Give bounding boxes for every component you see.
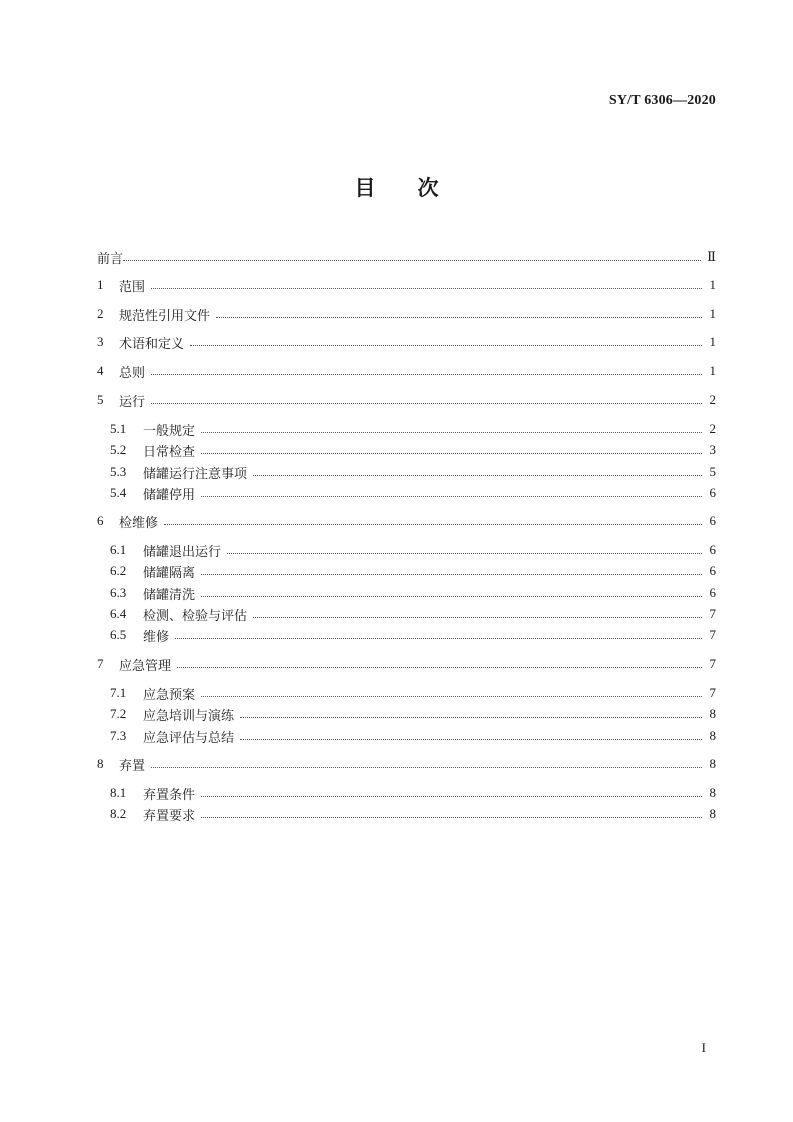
- toc-entry-page: 6: [709, 585, 716, 600]
- toc-entry-page: 6: [709, 563, 716, 578]
- toc-entry-5-2[interactable]: [110, 441, 716, 459]
- page-number: I: [701, 1040, 706, 1055]
- toc-entry-number: 4: [97, 363, 104, 378]
- toc-entry-6-2[interactable]: [110, 562, 716, 580]
- toc-entry-6-3[interactable]: [110, 584, 716, 602]
- toc-entry-page: 7: [709, 685, 716, 700]
- toc-entry-7[interactable]: [97, 655, 716, 673]
- toc-entry-number: 6.5: [110, 627, 127, 642]
- toc-entry-page: 6: [709, 513, 716, 528]
- toc-entry-number: 5.4: [110, 485, 127, 500]
- toc-entry-page: 1: [709, 363, 716, 378]
- toc-leader: [151, 766, 702, 768]
- toc-leader: [201, 452, 702, 454]
- toc-entry-label: 弃置要求: [143, 808, 196, 824]
- toc-leader: [164, 523, 702, 525]
- toc-entry-label: 储罐退出运行: [143, 544, 222, 560]
- toc-entry-page: 6: [709, 485, 716, 500]
- toc-leader: [253, 616, 702, 618]
- toc-leader: [177, 666, 702, 668]
- toc-entry-label: 储罐运行注意事项: [143, 466, 248, 482]
- toc-entry-number: 6: [97, 513, 104, 528]
- toc-entry-page: 8: [709, 706, 716, 721]
- toc-entry-page: 7: [709, 656, 716, 671]
- toc-entry-page: 8: [709, 785, 716, 800]
- toc-leader: [201, 431, 702, 433]
- toc-entry-7-1[interactable]: [110, 684, 716, 702]
- toc-entry-label: 检维修: [119, 515, 159, 531]
- toc-entry-8-1[interactable]: [110, 784, 716, 802]
- toc-entry-label: 储罐停用: [143, 487, 196, 503]
- toc-entry-label: 储罐清洗: [143, 587, 196, 603]
- toc-entry-label: 总则: [119, 365, 146, 381]
- toc-entry-8-2[interactable]: [110, 805, 716, 823]
- toc-entry-number: 2: [97, 306, 104, 321]
- toc-leader: [151, 287, 702, 289]
- toc-entry-number: 7.3: [110, 728, 127, 743]
- toc-entry-page: 2: [709, 421, 716, 436]
- toc-entry-3[interactable]: [97, 333, 716, 351]
- toc-entry-number: 8.2: [110, 806, 127, 821]
- toc-entry-label: 术语和定义: [119, 336, 185, 352]
- toc-leader: [227, 552, 702, 554]
- toc-entry-page: 1: [709, 306, 716, 321]
- toc-entry-label: 日常检查: [143, 444, 196, 460]
- toc-entry-page: 2: [709, 392, 716, 407]
- toc-leader: [201, 795, 702, 797]
- toc-leader: [201, 495, 702, 497]
- toc-leader: [151, 402, 702, 404]
- toc-entry-page: 7: [709, 606, 716, 621]
- toc-entry-label: 范围: [119, 279, 146, 295]
- toc-entry-number: 3: [97, 334, 104, 349]
- toc-leader: [201, 595, 702, 597]
- toc-title-part-1: 目: [354, 176, 376, 200]
- toc-entry-7-3[interactable]: [110, 727, 716, 745]
- toc-entry-page: 5: [709, 464, 716, 479]
- toc-entry-number: 5.1: [110, 421, 127, 436]
- toc-leader: [240, 716, 702, 718]
- toc-entry-number: 7.1: [110, 685, 127, 700]
- toc-entry-number: 6.4: [110, 606, 127, 621]
- toc-leader: [216, 316, 702, 318]
- toc-entry-5[interactable]: [97, 391, 716, 409]
- toc-entry-page: 3: [709, 442, 716, 457]
- toc-entry-label: 应急培训与演练: [143, 708, 235, 724]
- toc-entry-5-4[interactable]: [110, 484, 716, 502]
- toc-leader: [175, 637, 702, 639]
- toc-entry-label: 运行: [119, 394, 146, 410]
- toc-entry-label: 储罐隔离: [143, 565, 196, 581]
- toc-entry-page: 7: [709, 627, 716, 642]
- toc-entry-page: 8: [709, 806, 716, 821]
- toc-entry-number: 1: [97, 277, 104, 292]
- toc-entry-6-5[interactable]: [110, 626, 716, 644]
- toc-entry-page: 1: [709, 277, 716, 292]
- toc-title-part-2: 次: [417, 176, 439, 200]
- toc-leader: [201, 816, 702, 818]
- toc-entry-6[interactable]: [97, 512, 716, 530]
- toc-entry-label: 一般规定: [143, 423, 196, 439]
- toc-entry-number: 5.3: [110, 464, 127, 479]
- toc-entry-6-1[interactable]: [110, 541, 716, 559]
- toc-entry-label: 应急管理: [119, 658, 172, 674]
- toc-entry-label: 维修: [143, 629, 170, 645]
- toc-leader: [201, 573, 702, 575]
- toc-leader: [253, 474, 702, 476]
- toc-entry-label: 规范性引用文件: [119, 308, 211, 324]
- toc-entry-1[interactable]: [97, 276, 716, 294]
- toc-entry-page: 8: [709, 756, 716, 771]
- toc-entry-label: 应急预案: [143, 687, 196, 703]
- toc-entry-label: 弃置: [119, 758, 146, 774]
- toc-entry-label: 前言: [97, 251, 124, 267]
- toc-leader: [123, 259, 701, 261]
- toc-entry-label: 检测、检验与评估: [143, 608, 248, 624]
- toc-entry-number: 8.1: [110, 785, 127, 800]
- toc-entry-page: 6: [709, 542, 716, 557]
- toc-entry-8[interactable]: [97, 755, 716, 773]
- toc-entry-number: 5: [97, 392, 104, 407]
- toc-entry-label: 弃置条件: [143, 787, 196, 803]
- toc-entry-number: 6.3: [110, 585, 127, 600]
- toc-entry-7-2[interactable]: [110, 705, 716, 723]
- toc-entry-6-4[interactable]: [110, 605, 716, 623]
- toc-entry-number: 6.1: [110, 542, 127, 557]
- toc-entry-number: 8: [97, 756, 104, 771]
- toc-entry-page: 1: [709, 334, 716, 349]
- toc-leader: [201, 695, 702, 697]
- toc-leader: [190, 344, 702, 346]
- toc-entry-number: 7: [97, 656, 104, 671]
- toc-entry-page: Ⅱ: [707, 249, 716, 264]
- toc-entry-label: 应急评估与总结: [143, 730, 235, 746]
- toc-entry-5-3[interactable]: [110, 463, 716, 481]
- toc-entry-2[interactable]: [97, 305, 716, 323]
- toc-entry-number: 6.2: [110, 563, 127, 578]
- toc-leader: [240, 738, 702, 740]
- toc-title: [0, 172, 793, 202]
- toc-entry-page: 8: [709, 728, 716, 743]
- toc-entry-5-1[interactable]: [110, 420, 716, 438]
- document-code: SY/T 6306—2020: [608, 93, 716, 108]
- toc-entry-number: 7.2: [110, 706, 127, 721]
- toc-entry-number: 5.2: [110, 442, 127, 457]
- toc-entry-foreword[interactable]: [97, 248, 716, 266]
- toc-entry-4[interactable]: [97, 362, 716, 380]
- toc-leader: [151, 373, 702, 375]
